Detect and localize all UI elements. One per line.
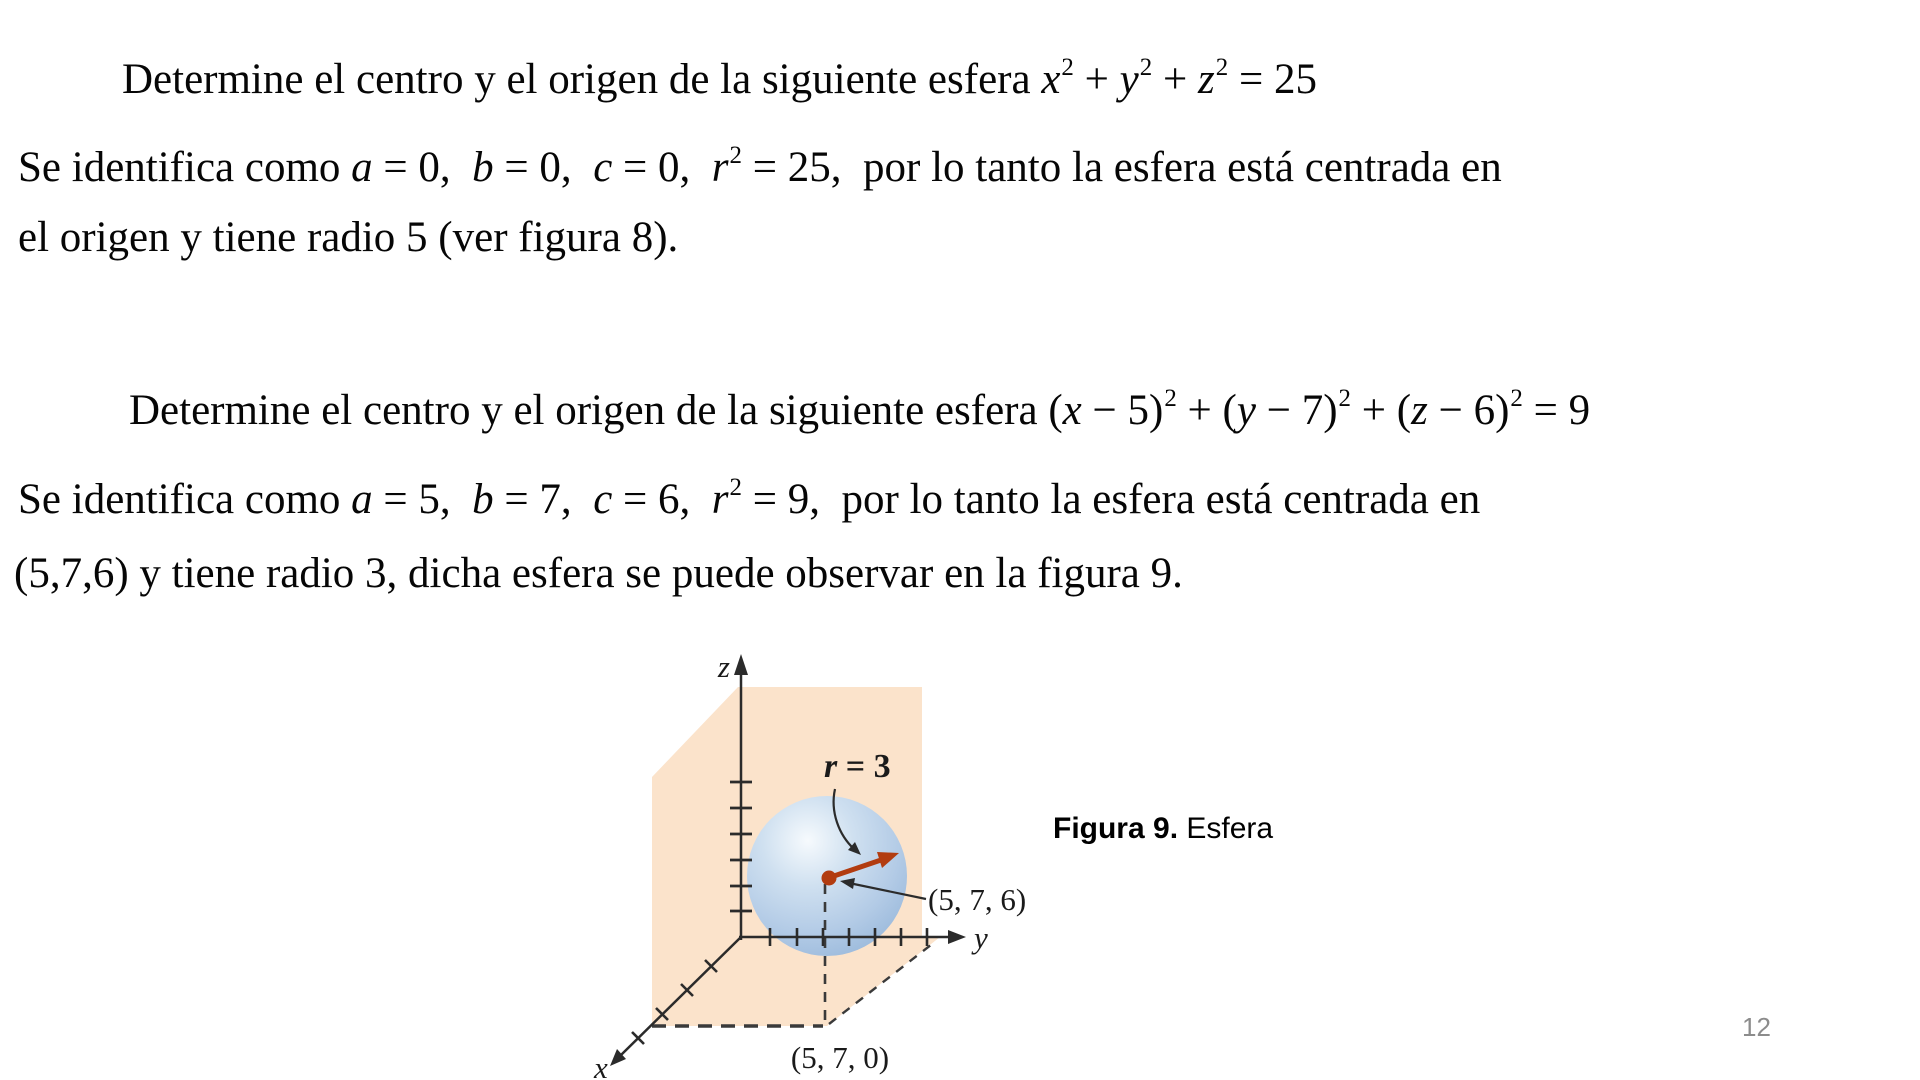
base-coordinates-label: (5, 7, 0) [790,1040,890,1075]
x-axis-label: x [594,1050,608,1080]
figure-caption-number: Figura 9. [1053,812,1179,845]
radius-equals-value: = 3 [837,748,891,785]
z-axis-arrowhead-icon [734,654,748,675]
paragraph-2-line-2: Se identifica como a = 5, b = 7, c = 6, $r^2 = 9$, por lo tanto la esfera está centrada en [18,474,1481,523]
y-axis-arrowhead-icon [948,930,966,944]
radius-variable: r [824,748,838,785]
paragraph-2-line-3: (5,7,6) y tiene radio 3, dicha esfera se puede observar en la figura 9. [14,550,1183,597]
figure-caption-title: Esfera [1178,812,1274,845]
figure-caption [1053,812,1273,846]
center-point [822,871,837,886]
paragraph-1-line-3: el origen y tiene radio 5 (ver figura 8). [18,214,679,261]
center-coordinates-label: (5, 7, 6) [928,882,1027,917]
paragraph-1-line-2: Se identifica como a = 0, b = 0, c = 0, $r^2 = 25$, por lo tanto la esfera está centrada en [18,142,1502,191]
radius-value-label [824,748,891,785]
z-axis-label: z [717,649,730,684]
paragraph-1-line-1: Determine el centro y el origen de la siguiente esfera $x^2 + y^2 + z^2 = 25$ [122,54,1317,103]
paragraph-2-line-1: Determine el centro y el origen de la siguiente esfera $(x - 5)^2 + (y - 7)^2 + (z - 6)^2 = 9$ [129,385,1591,434]
figure-9-sphere-diagram [540,645,1120,1080]
y-axis-label: y [974,920,988,955]
page-number: 12 [1742,1012,1771,1042]
